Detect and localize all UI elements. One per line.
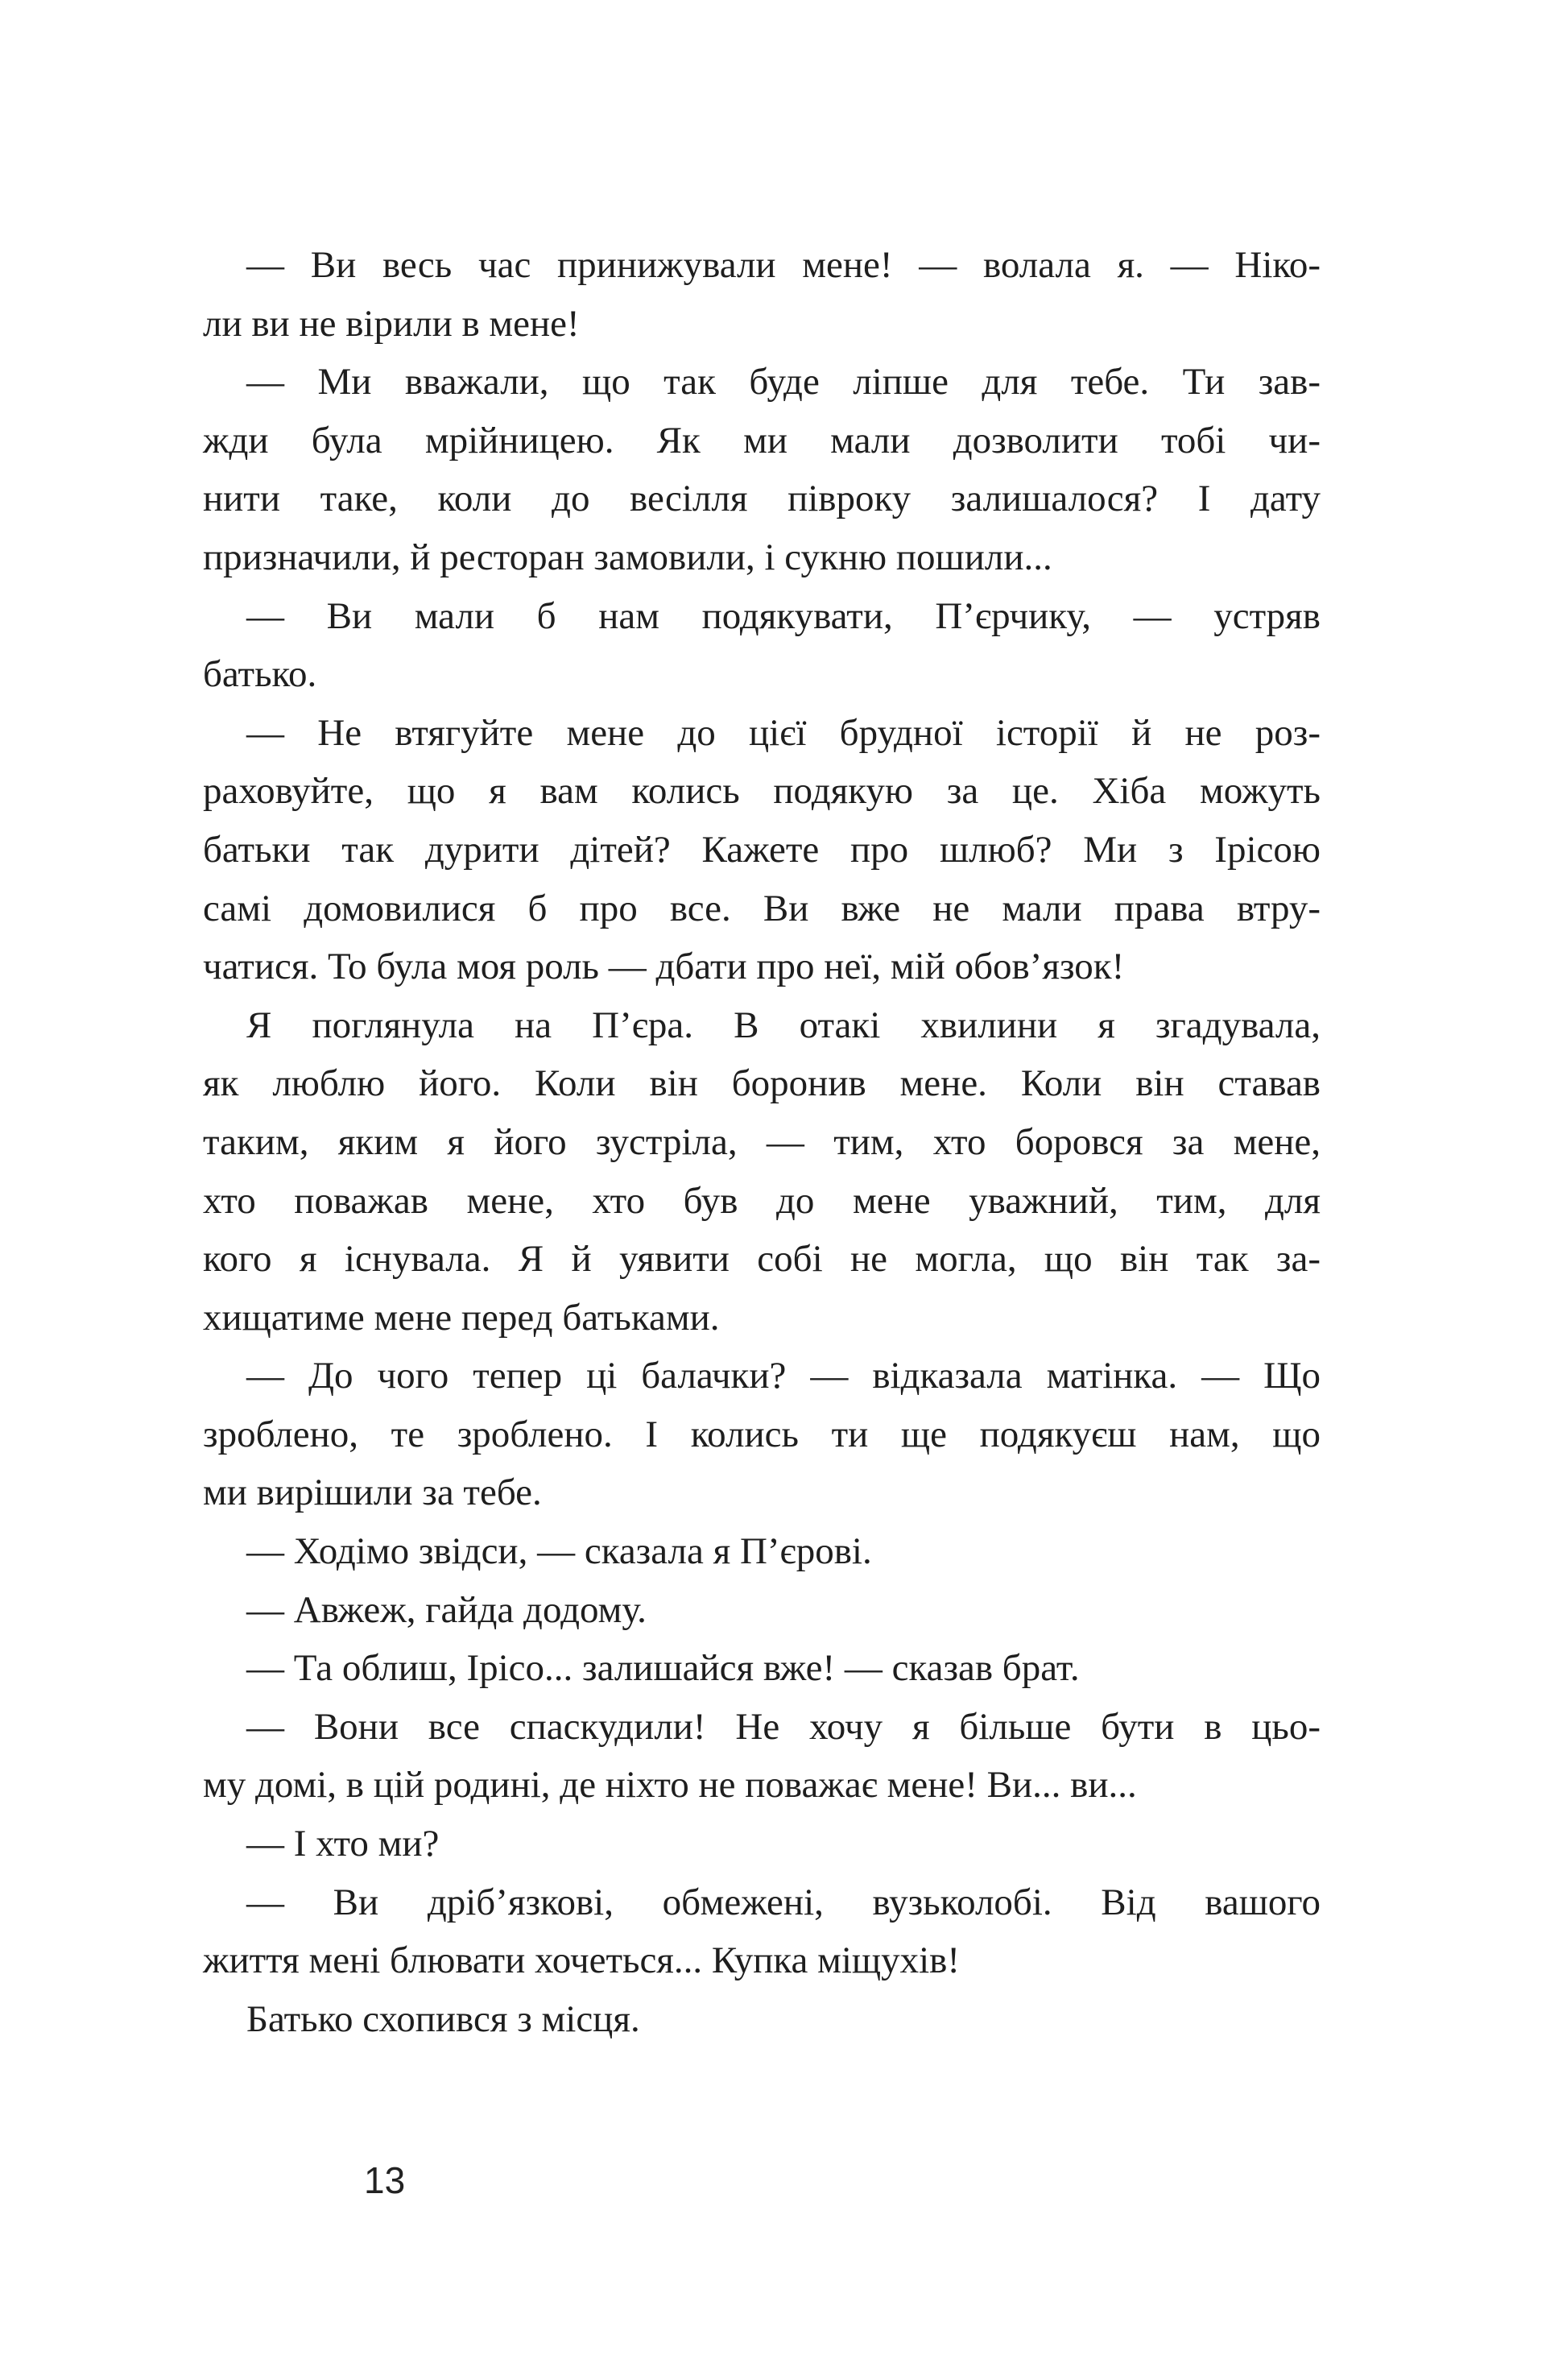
text-line: — Вони все спаскудили! Не хочу я більше бути в цьо- — [246, 1705, 1321, 1748]
text-line: — Ви мали б нам подякувати, П’єрчику, — устряв — [246, 594, 1321, 637]
text-line: чатися. То була моя роль — дбати про неї, мій обов’язок! — [203, 946, 1125, 988]
paragraph — [203, 587, 1321, 704]
paragraph — [203, 704, 1321, 996]
text-line: Батько схопився з місця. — [246, 1997, 640, 2040]
text-line: самі домовилися б про все. Ви вже не мали права втру- — [203, 887, 1321, 929]
paragraph — [203, 1581, 1321, 1640]
text-line: батько. — [203, 653, 317, 696]
paragraph — [203, 353, 1321, 586]
paragraph — [203, 996, 1321, 1347]
text-line: життя мені блювати хочеться... Купка міщухів! — [203, 1939, 961, 1982]
text-line: раховуйте, що я вам колись подякую за це. Хіба можуть — [203, 770, 1321, 813]
text-line: зроблено, те зроблено. І колись ти ще подякуєш нам, що — [203, 1413, 1321, 1455]
text-line: ли ви не вірили в мене! — [203, 302, 580, 345]
text-line: кого я існувала. Я й уявити собі не могла, що він так за- — [203, 1238, 1321, 1281]
text-line: ми вирішили за тебе. — [203, 1471, 542, 1514]
text-line: нити таке, коли до весілля півроку залишалося? І дату — [203, 478, 1321, 520]
paragraph — [203, 1698, 1321, 1815]
page-number: 13 — [364, 2159, 406, 2201]
text-line: — Та облиш, Ірісо... залишайся вже! — сказав брат. — [246, 1647, 1080, 1690]
text-line: — І хто ми? — [246, 1823, 440, 1865]
body-text — [203, 236, 1321, 2048]
paragraph — [203, 1522, 1321, 1581]
text-line: — Ходімо звідси, — сказала я П’єрові. — [246, 1530, 872, 1573]
text-line: як люблю його. Коли він боронив мене. Коли він ставав — [203, 1062, 1321, 1105]
text-line: — Ми вважали, що так буде ліпше для тебе. Ти зав- — [246, 361, 1321, 404]
text-line: — Ви весь час принижували мене! — волала я. — Ніко- — [246, 244, 1321, 286]
paragraph — [203, 1873, 1321, 1990]
paragraph — [203, 1347, 1321, 1522]
text-line: — До чого тепер ці балачки? — відказала матінка. — Що — [246, 1355, 1321, 1397]
text-line: хто поважав мене, хто був до мене уважний, тим, для — [203, 1179, 1321, 1222]
text-line: — Авжеж, гайда додому. — [246, 1588, 647, 1631]
paragraph — [203, 1990, 1321, 2049]
paragraph — [203, 1639, 1321, 1698]
text-line: — Не втягуйте мене до цієї брудної історії й не роз- — [246, 711, 1321, 754]
text-line: призначили, й ресторан замовили, і сукню пошили... — [203, 536, 1052, 578]
text-line: жди була мрійницею. Як ми мали дозволити тобі чи- — [203, 419, 1321, 462]
text-line: Я поглянула на П’єра. В отакі хвилини я згадувала, — [246, 1004, 1321, 1046]
text-line: — Ви дріб’язкові, обмежені, вузьколобі. Від вашого — [246, 1881, 1321, 1923]
paragraph — [203, 236, 1321, 353]
text-line: таким, яким я його зустріла, — тим, хто боровся за мене, — [203, 1120, 1321, 1163]
paragraph — [203, 1815, 1321, 1873]
text-line: му домі, в цій родині, де ніхто не поважає мене! Ви... ви... — [203, 1764, 1137, 1807]
text-line: батьки так дурити дітей? Кажете про шлюб? Ми з Ірісою — [203, 828, 1321, 871]
text-line: хищатиме мене перед батьками. — [203, 1296, 720, 1339]
